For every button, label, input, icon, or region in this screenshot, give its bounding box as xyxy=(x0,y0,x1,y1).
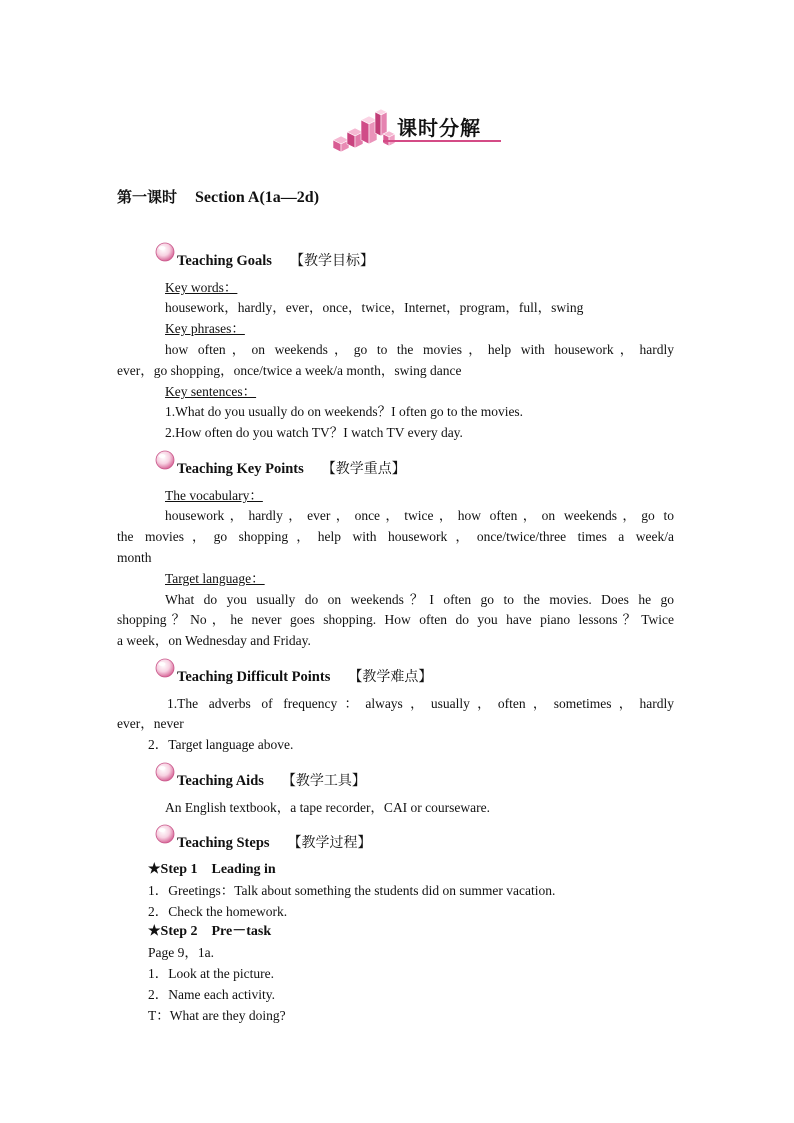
steps-heading xyxy=(177,833,372,853)
difficult-heading-cn: 【教学难点】 xyxy=(348,669,433,685)
steps-heading-cn: 【教学过程】 xyxy=(287,835,372,851)
difficult-heading xyxy=(177,667,432,687)
pearl-bullet-icon xyxy=(154,449,176,471)
key-words-label: Key words： xyxy=(165,280,238,295)
difficult-heading-en: Teaching Difficult Points xyxy=(177,669,331,685)
section-banner xyxy=(327,104,505,152)
banner-underline xyxy=(383,140,501,142)
stacked-cubes-icon xyxy=(327,104,397,152)
target-language-label: Target language： xyxy=(165,571,265,586)
step-1-title: ★Step 1 Leading in xyxy=(148,862,276,877)
pearl-bullet-icon xyxy=(154,241,176,263)
step-2-item-1: 1．Look at the picture. xyxy=(148,966,274,981)
key-sentence-1: 1.What do you usually do on weekends？I often go to the movies. xyxy=(165,404,524,419)
key-words: housework，hardly，ever，once，twice，Internet，program，full，swing xyxy=(165,300,584,315)
step-1-item-1: 1．Greetings：Talk about something the students did on summer vacation. xyxy=(148,883,556,898)
lesson-title xyxy=(117,186,319,207)
goals-heading-en: Teaching Goals xyxy=(177,253,272,269)
aids-heading-en: Teaching Aids xyxy=(177,773,264,789)
key-sentences-label: Key sentences： xyxy=(165,384,257,399)
pearl-bullet-icon xyxy=(154,761,176,783)
key-phrases-line-1: how often，on weekends，go to the movies，help with housework，hardly xyxy=(165,342,674,357)
aids-text: An English textbook，a tape recorder，CAI or courseware. xyxy=(165,800,491,815)
target-language-line-1: What do you usually do on weekends？I often go to the movies. Does he go xyxy=(165,592,674,607)
difficult-item-2: 2．Target language above. xyxy=(148,737,294,752)
vocabulary-line-2: the movies，go shopping，help with housework，once/twice/three times a week/a xyxy=(117,529,674,544)
vocabulary-line-1: housework，hardly，ever，once，twice，how often，on weekends，go to xyxy=(165,508,674,523)
goals-heading-cn: 【教学目标】 xyxy=(289,253,374,269)
banner-title: 课时分解 xyxy=(397,116,481,140)
key-sentence-2: 2.How often do you watch TV？I watch TV every day. xyxy=(165,425,463,440)
pearl-bullet-icon xyxy=(154,823,176,845)
aids-heading-cn: 【教学工具】 xyxy=(281,773,366,789)
vocabulary-label: The vocabulary： xyxy=(165,488,263,503)
aids-heading xyxy=(177,771,366,791)
vocabulary-line-3: month xyxy=(117,550,152,565)
key-points-heading-cn: 【教学重点】 xyxy=(321,461,406,477)
step-2-question: T：What are they doing? xyxy=(148,1008,286,1023)
key-phrases-label: Key phrases： xyxy=(165,321,245,336)
step-1-item-2: 2．Check the homework. xyxy=(148,904,288,919)
key-phrases-line-2: ever，go shopping，once/twice a week/a month，swing dance xyxy=(117,363,462,378)
pearl-bullet-icon xyxy=(154,657,176,679)
step-2-title: ★Step 2 Pre－task xyxy=(148,924,272,939)
difficult-item-1b: ever，never xyxy=(117,716,184,731)
step-2-page: Page 9，1a. xyxy=(148,945,214,960)
target-language-line-2: shopping？No，he never goes shopping. How often do you have piano lessons？Twice xyxy=(117,612,674,627)
difficult-item-1a: 1.The adverbs of frequency：always，usually，often，sometimes，hardly xyxy=(167,696,674,711)
target-language-line-3: a week，on Wednesday and Friday. xyxy=(117,633,311,648)
steps-heading-en: Teaching Steps xyxy=(177,835,270,851)
lesson-title-cn: 第一课时 xyxy=(117,188,178,206)
goals-heading xyxy=(177,251,374,271)
step-2-item-2: 2．Name each activity. xyxy=(148,987,275,1002)
key-points-heading-en: Teaching Key Points xyxy=(177,461,304,477)
key-points-heading xyxy=(177,459,406,479)
lesson-title-en: Section A(1a—2d) xyxy=(195,189,320,206)
